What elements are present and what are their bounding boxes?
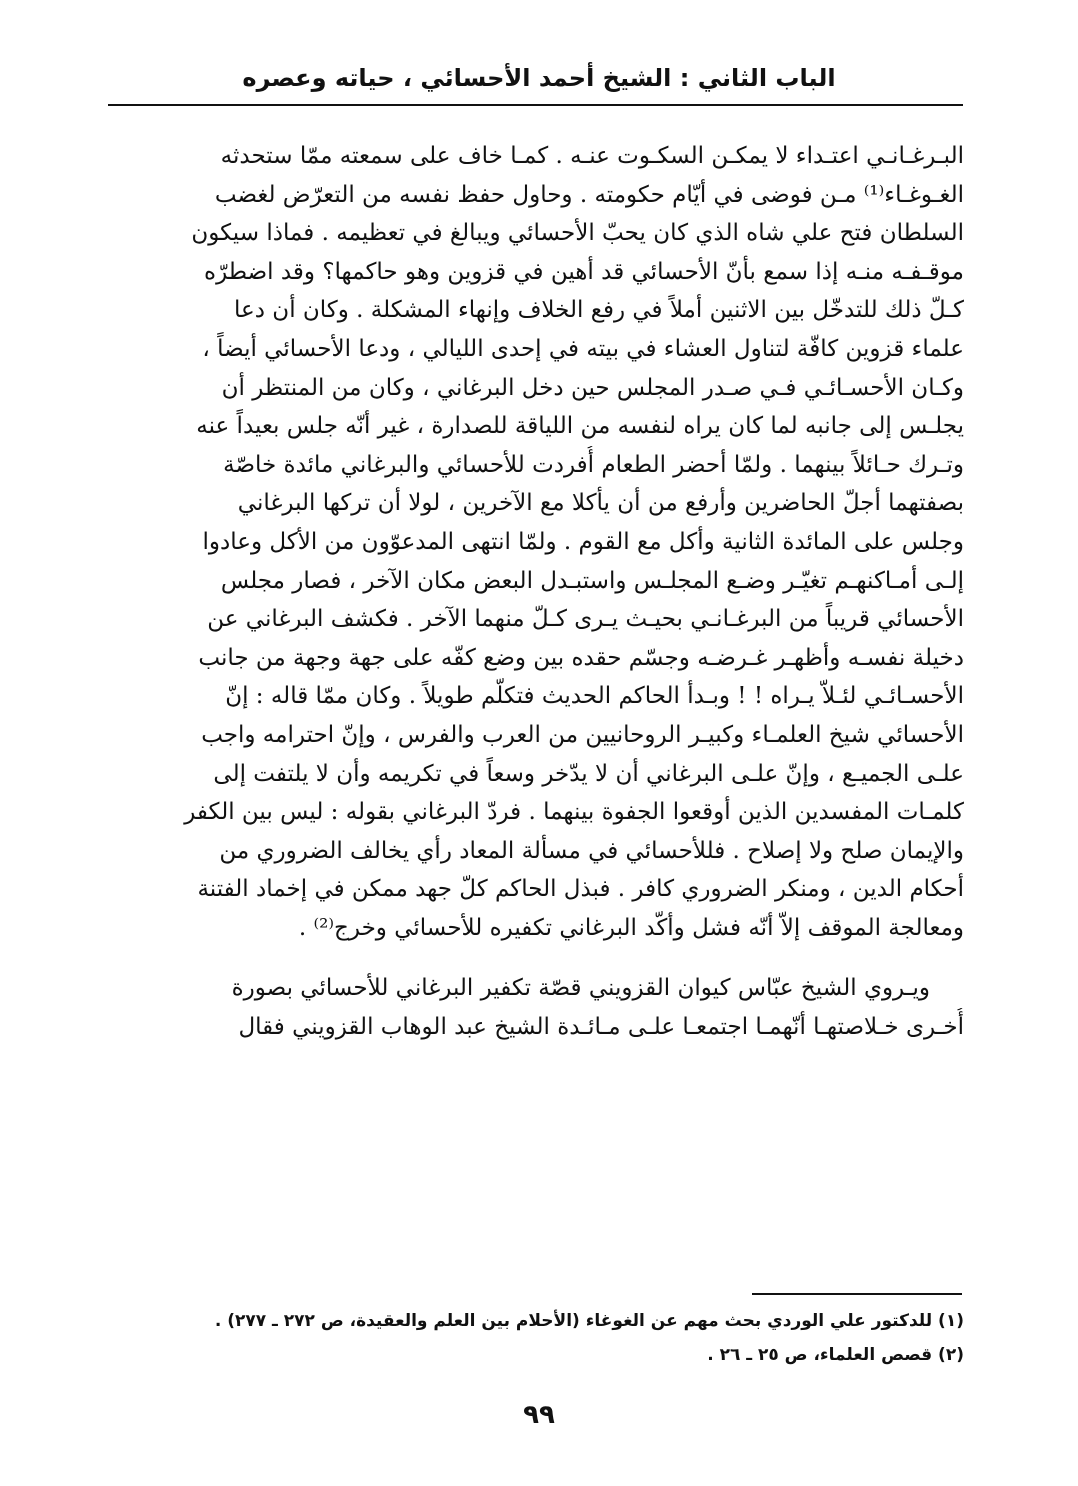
text-line: وتـرك حـائلاً بينهما . ولمّا أحضر الطعام أُفردت للأحسائي والبرغاني مائدة خاصّة [223,451,964,478]
text-line: بصفتهما أجلّ الحاضرين وأرفع من أن يأكلا مع الآخرين ، لولا أن تركها البرغاني [237,490,964,517]
text-line: أحكام الدين ، ومنكر الضروري كافر . فبذل الحاكم كلّ جهد ممكن في إخماد الفتنة [197,876,964,903]
page-number: ٩٩ [523,1400,555,1430]
footnote-2: (٢) قصص العلماء، ص ٢٥ ـ ٢٦ . [707,1345,964,1365]
text-line: الغـوغـاء⁽¹⁾ مـن فوضى في أيّام حكومته . وحاول حفظ نفسه من التعرّض لغضب [214,181,964,208]
text-line: الأحسـائـي لئـلاّ يـراه ! ! وبـدأ الحاكم الحديث فتكلّم طويلاً . وكان ممّا قاله : إنّ [225,683,964,710]
text-line: السلطان فتح علي شاه الذي كان يحبّ الأحسائي ويبالغ في تعظيمه . فماذا سيكون [191,220,964,247]
footnote-divider [752,1293,962,1295]
text-line: يجلـس إلى جانبه لما كان يراه لنفسه من اللياقة للصدارة ، غير أنّه جلس بعيداً عنه [196,413,964,440]
footnotes [106,1304,964,1372]
paragraph-2 [106,969,964,1046]
text-line: وجلس على المائدة الثانية وأكل مع القوم . ولمّا انتهى المدعوّون من الأكل وعادوا [202,528,964,555]
text-line: كلمـات المفسدين الذين أوقعوا الجفوة بينهما . فردّ البرغاني بقوله : ليس بين الكفر [184,799,964,826]
main-text [106,137,964,1047]
text-line: والإيمان صلح ولا إصلاح . فللأحسائي في مسألة المعاد رأي يخالف الضروري من [219,837,964,864]
text-line: علماء قزوين كافّة لتناول العشاء في بيته في إحدى الليالي ، ودعا الأحسائي أيضاً ، [202,335,964,362]
text-line: إلـى أمـاكنهـم تغيّـر وضـع المجلـس واستبـدل البعض مكان الآخر ، فصار مجلس [220,567,964,594]
text-line: موقـفـه منـه إذا سمع بأنّ الأحسائي قد أهين في قزوين وهو حاكمها؟ وقد اضطرّه [204,258,964,285]
paragraph-1 [106,137,964,947]
footnote-1: (١) للدكتور علي الوردي بحث مهم عن الغوغاء (الأحلام بين العلم والعقيدة، ص ٢٧٢ ـ ٢٧٧) . [214,1311,964,1331]
text-line: كـلّ ذلك للتدخّل بين الاثنين أملاً في رفع الخلاف وإنهاء المشكلة . وكان أن دعا [234,297,964,324]
text-line: الأحسائي شيخ العلمـاء وكبيـر الروحانيين من العرب والفرس ، وإنّ احترامه واجب [201,721,964,748]
text-line: ويـروي الشيخ عبّاس كيوان القزويني قصّة تكفير البرغاني للأحسائي بصورة [231,975,930,1002]
text-line: الأحسائي قريباً من البرغـانـي بحيـث يـرى كـلّ منهما الآخر . فكشف البرغاني عن [207,606,964,633]
text-line: البـرغـانـي اعتـداء لا يمكـن السكـوت عنـه . كمـا خاف على سمعته ممّا ستحدثه [220,143,964,169]
text-line: علـى الجميـع ، وإنّ علـى البرغاني أن لا يدّخر وسعاً في تكريمه وأن لا يلتفت إلى [213,760,964,787]
text-line: أُخـرى خـلاصتهـا أنّهمـا اجتمعـا علـى مـائـدة الشيخ عبد الوهاب القزويني فقال [238,1014,964,1041]
text-line: ومعالجة الموقف إلاّ أنّه فشل وأكّد البرغاني تكفيره للأحسائي وخرج⁽²⁾ . [298,914,964,941]
text-line: وكـان الأحسـائـي فـي صـدر المجلس حين دخل البرغاني ، وكان من المنتظر أن [221,374,964,401]
header-divider [108,104,963,106]
running-header: الباب الثاني : الشيخ أحمد الأحسائي ، حياته وعصره [242,64,836,92]
text-line: دخيلة نفسـه وأظهـر غـرضـه وجسّم حقده بين وضع كفّه على جهة وجهة من جانب [198,644,964,671]
